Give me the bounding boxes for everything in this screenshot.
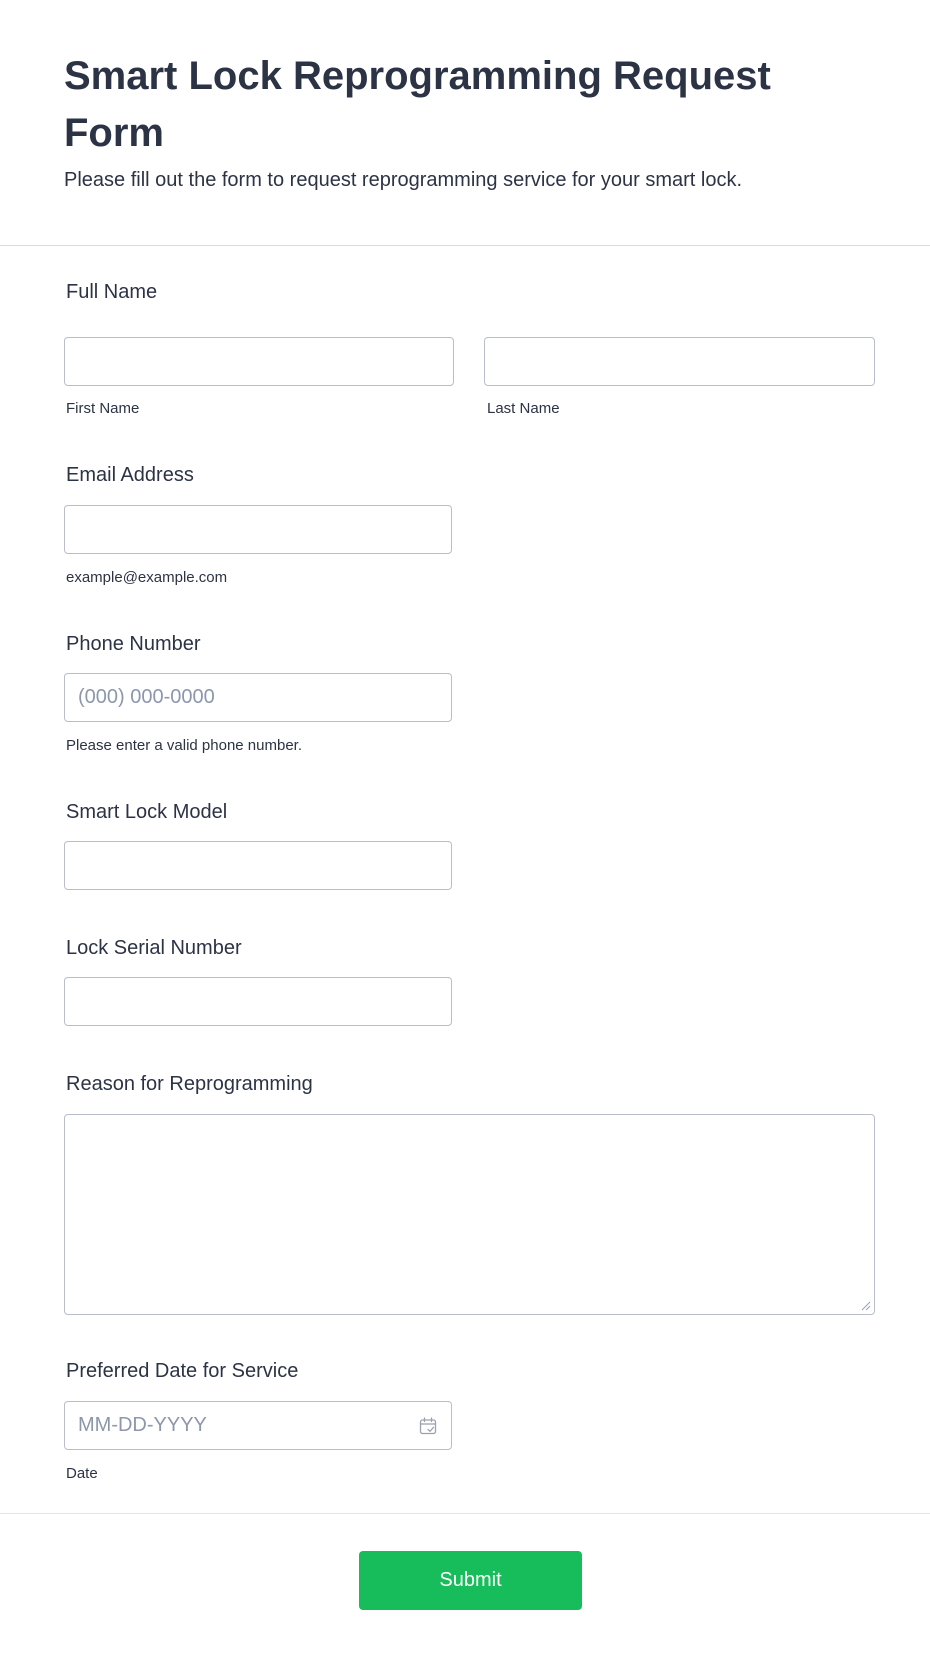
serial-number-input[interactable]	[64, 977, 452, 1026]
full-name-label: Full Name	[66, 281, 158, 303]
form-title: Smart Lock Reprogramming Request Form	[64, 54, 771, 155]
form-subtitle: Please fill out the form to request reprogramming service for your smart lock.	[64, 169, 743, 191]
first-name-input[interactable]	[64, 337, 454, 386]
last-name-input[interactable]	[484, 337, 875, 386]
phone-sublabel: Please enter a valid phone number.	[66, 737, 302, 754]
footer-divider	[0, 1513, 930, 1514]
resize-grip-icon[interactable]	[860, 1300, 871, 1311]
last-name-sublabel: Last Name	[487, 400, 560, 417]
reason-textarea[interactable]	[64, 1114, 875, 1315]
email-input[interactable]	[64, 505, 452, 554]
phone-label: Phone Number	[66, 633, 201, 655]
calendar-icon[interactable]	[418, 1416, 438, 1436]
email-sublabel: example@example.com	[66, 569, 228, 586]
first-name-sublabel: First Name	[66, 400, 140, 417]
reason-label: Reason for Reprogramming	[66, 1073, 313, 1095]
email-label: Email Address	[66, 464, 194, 486]
preferred-date-label: Preferred Date for Service	[66, 1360, 299, 1382]
submit-button[interactable]: Submit	[359, 1551, 582, 1610]
preferred-date-input[interactable]	[64, 1401, 452, 1450]
lock-model-input[interactable]	[64, 841, 452, 890]
serial-number-label: Lock Serial Number	[66, 937, 242, 959]
phone-input[interactable]	[64, 673, 452, 722]
preferred-date-sublabel: Date	[66, 1465, 98, 1482]
form-header	[0, 0, 930, 246]
lock-model-label: Smart Lock Model	[66, 801, 228, 823]
